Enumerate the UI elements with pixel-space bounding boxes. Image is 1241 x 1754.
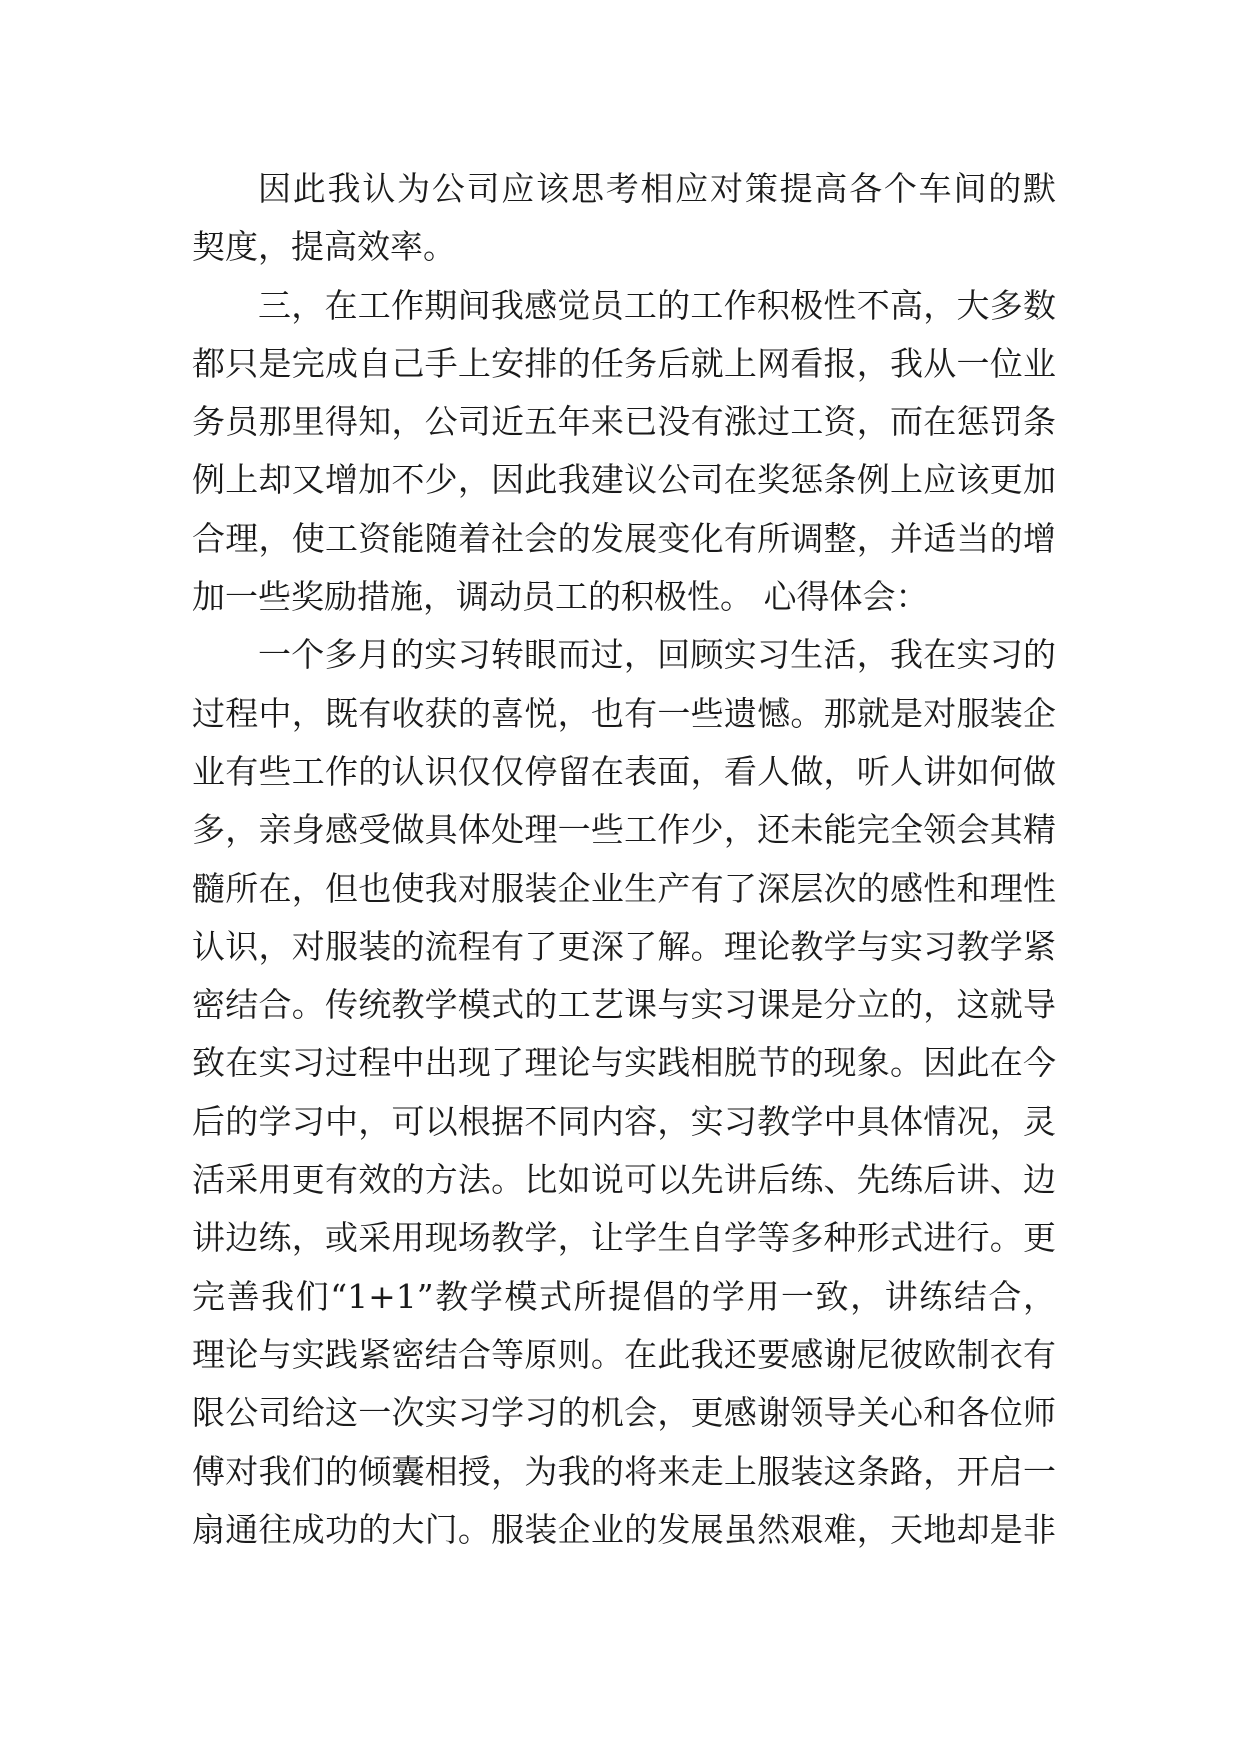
body-text [192,160,1056,1559]
text-line: 扇通往成功的大门。服装企业的发展虽然艰难，天地却是非 [192,1509,1056,1549]
text-line: 理论与实践紧密结合等原则。在此我还要感谢尼彼欧制衣有 [192,1334,1056,1374]
text-line: 加一些奖励措施，调动员工的积极性。 心得体会： [192,577,929,617]
text-line: 务员那里得知，公司近五年来已没有涨过工资，而在惩罚条 [192,402,1056,442]
text-line: 业有些工作的认识仅仅停留在表面，看人做，听人讲如何做 [192,751,1056,791]
text-line: 密结合。传统教学模式的工艺课与实习课是分立的，这就导 [192,985,1056,1025]
text-line: 髓所在，但也使我对服装企业生产有了深层次的感性和理性 [192,868,1056,908]
text-line: 一个多月的实习转眼而过，回顾实习生活，我在实习的 [258,635,1056,675]
text-line: 契度，提高效率。 [192,227,456,267]
text-line: 讲边练，或采用现场教学，让学生自学等多种形式进行。更 [192,1218,1056,1258]
text-line: 完善我们“1+1”教学模式所提倡的学用一致，讲练结合， [192,1276,1056,1316]
text-line: 因此我认为公司应该思考相应对策提高各个车间的默 [258,169,1056,208]
text-line: 过程中，既有收获的喜悦，也有一些遗憾。那就是对服装企 [192,693,1056,733]
text-line: 致在实习过程中出现了理论与实践相脱节的现象。因此在今 [192,1043,1056,1083]
text-line: 认识，对服装的流程有了更深了解。理论教学与实习教学紧 [192,926,1056,966]
text-line: 都只是完成自己手上安排的任务后就上网看报，我从一位业 [192,343,1056,383]
text-line: 三，在工作期间我感觉员工的工作积极性不高，大多数 [258,285,1056,325]
text-line: 活采用更有效的方法。比如说可以先讲后练、先练后讲、边 [192,1160,1056,1200]
text-line: 傅对我们的倾囊相授，为我的将来走上服装这条路，开启一 [192,1451,1056,1491]
text-line: 例上却又增加不少，因此我建议公司在奖惩条例上应该更加 [192,460,1056,500]
text-line: 合理，使工资能随着社会的发展变化有所调整，并适当的增 [192,518,1056,558]
text-line: 后的学习中，可以根据不同内容，实习教学中具体情况，灵 [192,1101,1056,1141]
text-line: 限公司给这一次实习学习的机会，更感谢领导关心和各位师 [192,1393,1056,1433]
text-line: 多，亲身感受做具体处理一些工作少，还未能完全领会其精 [192,810,1056,850]
